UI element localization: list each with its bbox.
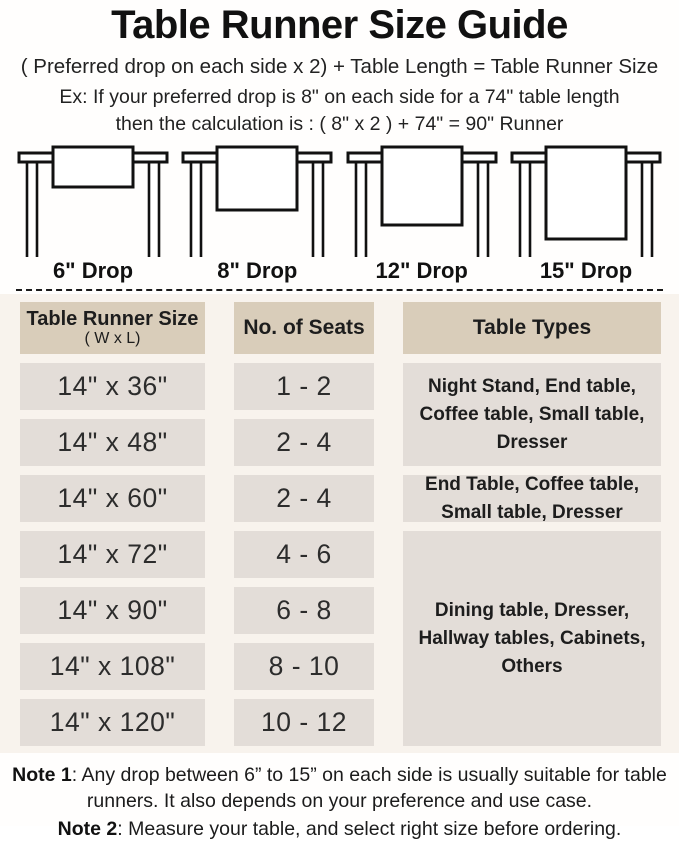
drop-label: 15" Drop <box>539 258 633 284</box>
size-chart-band <box>0 294 679 753</box>
drop-label: 8" Drop <box>217 258 298 284</box>
example-line-1: Ex: If your preferred drop is 8" on each side for a 74" table length <box>59 85 620 108</box>
notes-section <box>0 753 679 842</box>
size-cell: 14" x 108" <box>20 643 205 690</box>
size-cell: 14" x 72" <box>20 531 205 578</box>
dashed-divider <box>16 289 663 291</box>
header-no-of-seats: No. of Seats <box>234 302 374 354</box>
drop-label: 6" Drop <box>52 258 134 284</box>
drop-label: 12" Drop <box>375 258 468 284</box>
size-cell: 14" x 60" <box>20 475 205 522</box>
page-title: Table Runner Size Guide <box>111 3 568 47</box>
size-cell: 14" x 36" <box>20 363 205 410</box>
header-runner-size <box>20 302 205 354</box>
seats-cell: 2 - 4 <box>234 475 374 522</box>
seats-cell: 6 - 8 <box>234 587 374 634</box>
table-illustrations <box>0 137 679 284</box>
table-type-cell: End Table, Coffee table, Small table, Dresser <box>403 475 661 522</box>
note-2-text: : Measure your table, and select right size before ordering. <box>117 817 622 840</box>
header-table-types: Table Types <box>403 302 661 354</box>
table-figure <box>14 145 172 284</box>
size-cell: 14" x 48" <box>20 419 205 466</box>
size-cell: 14" x 90" <box>20 587 205 634</box>
note-1 <box>4 763 675 814</box>
table-type-cell: Dining table, Dresser, Hallway tables, Cabinets, Others <box>403 531 661 746</box>
formula-text: ( Preferred drop on each side x 2) + Table Length = Table Runner Size <box>20 55 659 78</box>
seats-cell: 2 - 4 <box>234 419 374 466</box>
table-figure <box>507 145 665 284</box>
table-figure <box>178 145 336 284</box>
example-line-2: then the calculation is : ( 8" x 2 ) + 74" = 90" Runner <box>115 112 564 135</box>
note-1-text: : Any drop between 6” to 15” on each side is usually suitable for table runners. It also depends on your preference and use case. <box>71 764 667 813</box>
size-cell: 14" x 120" <box>20 699 205 746</box>
table-runner-drawing <box>17 145 169 257</box>
header-section <box>0 0 679 137</box>
size-chart-grid <box>20 302 661 746</box>
table-runner-drawing <box>346 145 498 257</box>
seats-cell: 4 - 6 <box>234 531 374 578</box>
note-1-label: Note 1 <box>12 764 72 787</box>
table-runner-drawing <box>181 145 333 257</box>
note-2 <box>4 817 675 842</box>
seats-cell: 8 - 10 <box>234 643 374 690</box>
seats-cell: 10 - 12 <box>234 699 374 746</box>
seats-cell: 1 - 2 <box>234 363 374 410</box>
header-runner-size-subtitle: ( W x L) <box>84 330 141 348</box>
table-runner-drawing <box>510 145 662 257</box>
table-figure <box>343 145 501 284</box>
header-runner-size-title: Table Runner Size <box>26 308 199 331</box>
note-2-label: Note 2 <box>57 817 118 840</box>
table-type-cell: Night Stand, End table, Coffee table, Small table, Dresser <box>403 363 661 466</box>
